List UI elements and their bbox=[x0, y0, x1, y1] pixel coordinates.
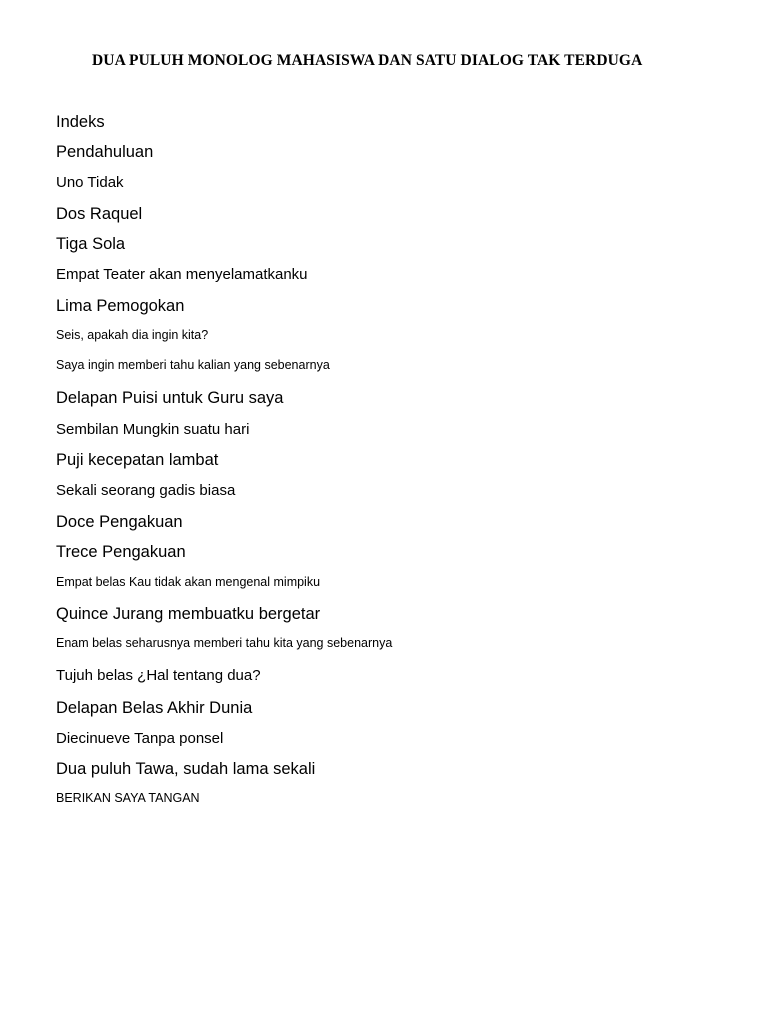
toc-entry-enam-belas: Enam belas seharusnya memberi tahu kita yang sebenarnya bbox=[56, 636, 393, 650]
toc-entry-dua-puluh: Dua puluh Tawa, sudah lama sekali bbox=[56, 760, 316, 778]
toc-entry-lima: Lima Pemogokan bbox=[56, 297, 185, 315]
toc-entry-indeks: Indeks bbox=[56, 113, 105, 131]
toc-entry-diecinueve: Diecinueve Tanpa ponsel bbox=[56, 730, 224, 747]
toc-entry-pendahuluan: Pendahuluan bbox=[56, 143, 154, 161]
toc-entry-tujuh-belas: Tujuh belas ¿Hal tentang dua? bbox=[56, 667, 261, 684]
toc-entry-sebelas: Sekali seorang gadis biasa bbox=[56, 482, 236, 499]
toc-entry-sembilan: Sembilan Mungkin suatu hari bbox=[56, 421, 250, 438]
toc-entry-tujuh: Saya ingin memberi tahu kalian yang sebenarnya bbox=[56, 358, 330, 372]
toc-entry-delapan-belas: Delapan Belas Akhir Dunia bbox=[56, 699, 253, 717]
toc-entry-berikan: BERIKAN SAYA TANGAN bbox=[56, 791, 200, 805]
toc-entry-empat-belas: Empat belas Kau tidak akan mengenal mimpiku bbox=[56, 575, 321, 589]
toc-entry-doce: Doce Pengakuan bbox=[56, 513, 183, 531]
toc-entry-uno: Uno Tidak bbox=[56, 174, 124, 191]
toc-entry-seis: Seis, apakah dia ingin kita? bbox=[56, 328, 209, 342]
document-title: DUA PULUH MONOLOG MAHASISWA DAN SATU DIALOG TAK TERDUGA bbox=[92, 52, 643, 69]
toc-entry-quince: Quince Jurang membuatku bergetar bbox=[56, 605, 321, 623]
toc-entry-empat: Empat Teater akan menyelamatkanku bbox=[56, 266, 308, 283]
toc-entry-trece: Trece Pengakuan bbox=[56, 543, 186, 561]
toc-entry-sepuluh: Puji kecepatan lambat bbox=[56, 451, 219, 469]
toc-entry-dos: Dos Raquel bbox=[56, 205, 143, 223]
toc-entry-delapan: Delapan Puisi untuk Guru saya bbox=[56, 389, 284, 407]
toc-entry-tiga: Tiga Sola bbox=[56, 235, 126, 253]
